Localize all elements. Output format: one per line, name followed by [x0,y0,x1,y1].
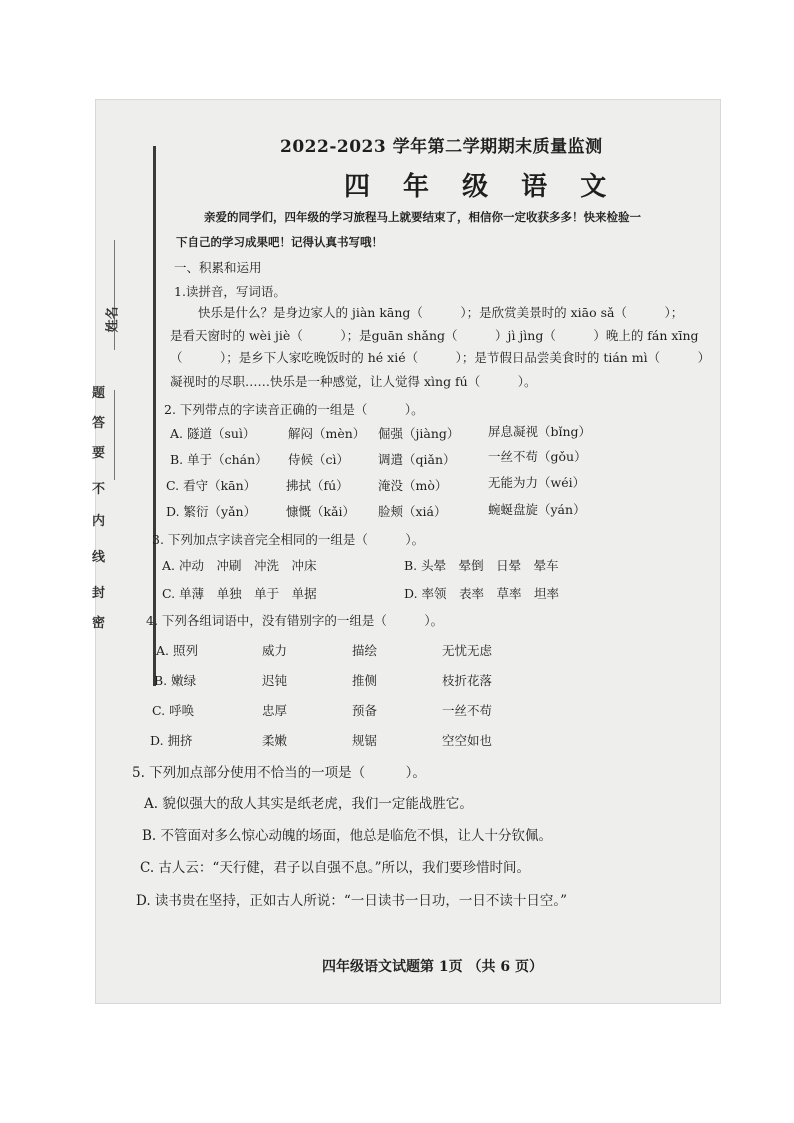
seal-char: 内 [92,514,106,529]
section-heading: 一、积累和运用 [174,260,262,275]
q4-option: C. 呼唤 [152,703,195,718]
q4-option: B. 嫩绿 [154,673,197,688]
q2-option: B. 单于（chán） [170,452,268,467]
q4-option: 空空如也 [442,733,493,748]
seal-underline [114,390,115,480]
seal-char: 要 [92,446,106,461]
q4-option: 描绘 [352,643,378,658]
exam-paper [92,100,720,1003]
seal-char: 线 [92,550,106,565]
q1-line: 快乐是什么？是身边家人的 jiàn kāng（ ）；是欣赏美景时的 xiāo sǎ（ ）； [198,305,684,320]
intro-line-2: 下自己的学习成果吧！记得认真书写哦！ [176,235,383,249]
exam-title: 2022-2023 学年第二学期期末质量监测 [280,137,603,157]
q3-option: B. 头晕 晕倒 日晕 晕车 [404,558,559,573]
q2-option: A. 隧道（suì） [170,426,256,441]
q4-option: 柔嫩 [262,733,288,748]
q4-option: A. 照列 [156,643,198,658]
q2-option: 无能为力（wéi） [488,475,586,490]
q2-option: 侍候（cì） [288,452,349,467]
q1-line: （ ）；是乡下人家吃晚饭时的 hé xié（ ）；是节假日品尝美食时的 tián mì（ ） [170,350,711,365]
q5-option: C. 古人云：“天行健，君子以自强不息。”所以，我们要珍惜时间。 [140,860,530,876]
q5-option: A. 貌似强大的敌人其实是纸老虎，我们一定能战胜它。 [144,796,473,812]
q4-option: 预备 [352,703,378,718]
q1-stem: 1.读拼音，写词语。 [174,284,286,299]
seal-char: 不 [92,482,106,497]
q2-option: 拂拭（fú） [286,478,349,493]
q4-option: 一丝不苟 [442,703,493,718]
q2-option: 倔强（jiàng） [378,426,460,441]
q3-option: C. 单薄 单独 单于 单据 [162,586,317,601]
q2-option: 淹没（mò） [378,478,448,493]
page-footer: 四年级语文试题第 1页 （共 6 页） [322,959,543,975]
name-underline [114,240,115,350]
q4-option: 威力 [262,643,288,658]
q4-stem: 4. 下列各组词语中，没有错别字的一组是（ ）。 [146,613,444,628]
name-label: 姓名 [105,306,121,333]
q2-option: C. 看守（kān） [166,478,257,493]
q2-option: 脸颊（xiá） [378,504,447,519]
q1-line: 是看天窗时的 wèi jiè（ ）；是guān shǎng（ ）jì jìng（ ）晚上的 fán xīng [170,328,699,343]
q5-option: D. 读书贵在坚持，正如古人所说：“一日读书一日功，一日不读十日空。” [136,893,567,909]
q4-option: D. 拥挤 [150,733,193,748]
q2-option: 解闷（mèn） [288,426,366,441]
q4-option: 推侧 [352,673,378,688]
q4-option: 迟钝 [262,673,288,688]
q3-option: A. 冲动 冲刷 冲洗 冲床 [162,558,317,573]
seal-char: 密 [92,616,106,631]
q3-option: D. 率领 表率 草率 坦率 [404,586,560,601]
q4-option: 规锯 [352,733,378,748]
seal-char: 封 [92,586,106,601]
q2-option: 一丝不苟（gǒu） [488,449,587,464]
binding-line [153,146,156,686]
q5-option: B. 不管面对多么惊心动魄的场面，他总是临危不惧，让人十分钦佩。 [142,828,553,844]
q2-option: D. 繁衍（yǎn） [166,504,257,519]
q5-stem: 5. 下列加点部分使用不恰当的一项是（ ）。 [132,765,426,781]
intro-line-1: 亲爱的同学们，四年级的学习旅程马上就要结束了，相信你一定收获多多！快来检验一 [204,210,641,224]
q1-line: 凝视时的尽职……快乐是一种感觉，让人觉得 xìng fú（ ）。 [170,374,537,389]
seal-char: 题 [92,386,106,401]
q2-option: 调遣（qiǎn） [378,452,456,467]
q4-option: 忠厚 [262,703,288,718]
q3-stem: 3. 下列加点字读音完全相同的一组是（ ）。 [152,532,425,547]
q2-stem: 2. 下列带点的字读音正确的一组是（ ）。 [164,402,424,417]
q2-option: 屏息凝视（bǐng） [488,424,592,439]
q2-option: 慷慨（kǎi） [286,504,356,519]
subject-title: 四 年 级 语 文 [344,172,619,202]
seal-char: 答 [92,416,106,431]
q2-option: 蜿蜒盘旋（yán） [488,502,586,517]
q4-option: 枝折花落 [442,673,493,688]
q4-option: 无忧无虑 [442,643,493,658]
